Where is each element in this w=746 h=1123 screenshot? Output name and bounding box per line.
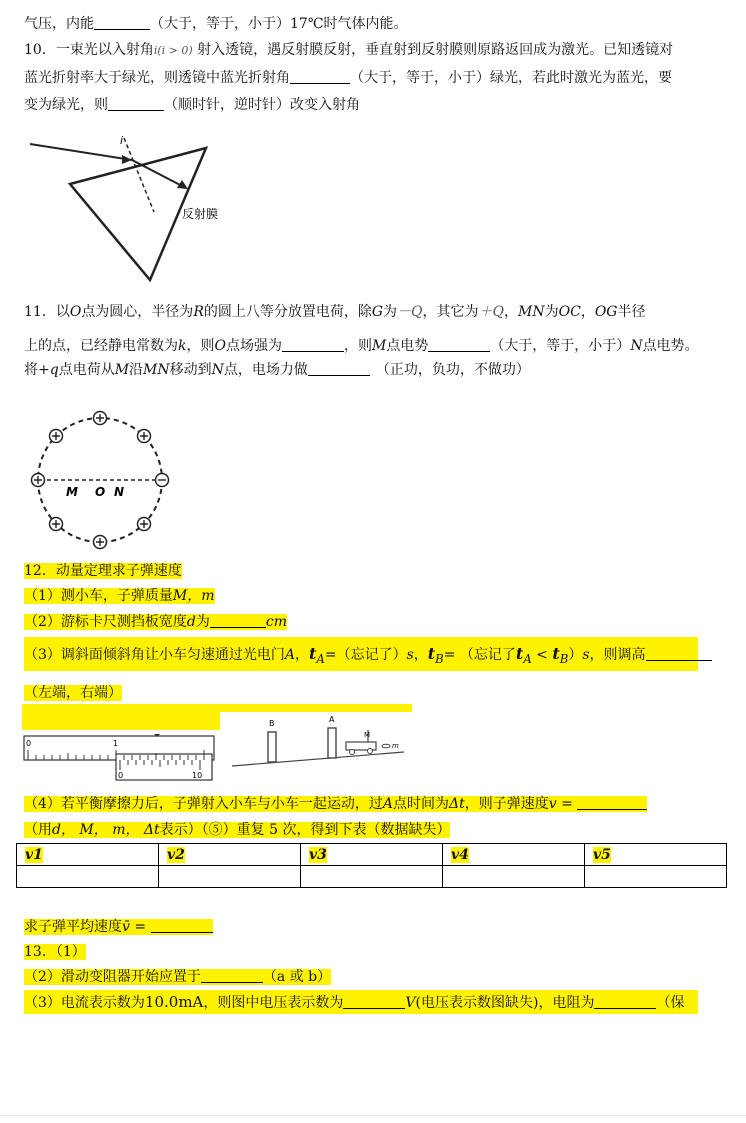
q12-title [24, 561, 182, 581]
symbol: ＋Q [478, 304, 505, 320]
q11-text: ， [504, 304, 519, 320]
symbol: N [211, 362, 224, 378]
symbol: A [284, 647, 296, 663]
q11-text: 上的点，已经静电常数为 [24, 338, 178, 354]
velocity-table [16, 843, 727, 888]
q12-text: =（忘记了） [324, 647, 407, 663]
table-header-cell [159, 844, 301, 866]
q12-text: （2）游标卡尺测挡板宽度 [24, 614, 187, 630]
q12-text: ， [295, 647, 310, 663]
q10-text: 蓝光折射率大于绿光，则透镜中蓝光折射角 [24, 70, 290, 86]
answer-blank[interactable] [646, 646, 712, 661]
table-header-cell [17, 844, 159, 866]
q10-text: 10．一束光以入射角 [24, 42, 154, 58]
answer-blank[interactable] [210, 613, 266, 628]
q11-text: 沿 [129, 362, 144, 378]
normal-line [124, 138, 154, 212]
symbol: O [69, 304, 82, 320]
q11-text: ， [580, 304, 595, 320]
q12-step-2 [24, 612, 287, 632]
symbol: t [515, 644, 524, 663]
symbol: O [214, 338, 226, 354]
symbol: R [193, 304, 204, 320]
answer-blank[interactable] [151, 918, 213, 933]
q12-text: ） [568, 647, 583, 663]
answer-blank[interactable] [282, 337, 344, 352]
q11-text: 点电荷从 [58, 362, 115, 378]
unit: cm [265, 614, 288, 630]
q11-text: （大于，等于，小于） [490, 338, 631, 354]
q11-text: （正功，负功，不做功） [375, 362, 530, 378]
charge-circle-figure [24, 408, 174, 554]
q12-text: （左端，右端） [24, 685, 122, 701]
current-value: 10.0mA [144, 993, 204, 1011]
gate-b [268, 732, 276, 762]
incline-surface [232, 752, 404, 766]
q13-line-3 [24, 992, 684, 1013]
q10-line-2 [24, 68, 672, 88]
q13-text: （a 或 b） [262, 969, 332, 985]
q12-average [24, 917, 213, 937]
q11-text: 的圆上八等分放置电荷，除 [203, 304, 372, 320]
scale-label: 1 [113, 739, 119, 748]
q11-text: 将 [24, 362, 38, 378]
q12-title-text: 12．动量定理求子弹速度 [24, 563, 182, 579]
prism-figure [24, 130, 224, 290]
table-cell[interactable] [443, 866, 585, 888]
q13-text: ，则图中电压表示数为 [203, 995, 344, 1011]
symbol: OC [558, 304, 581, 320]
point-n-label: N [114, 485, 125, 499]
symbol: v [548, 796, 557, 812]
gate-a-label: A [329, 715, 335, 724]
header-v1: v1 [25, 846, 43, 863]
arrow-icon [122, 155, 132, 164]
q11-line-2 [24, 336, 699, 356]
symbol: v̄ [122, 919, 130, 935]
q13-text: （2）滑动变阻器开始应置于 [24, 969, 201, 985]
header-v2: v2 [167, 846, 185, 863]
q9-text-a: 气压，内能 [24, 16, 94, 32]
q9-text-b: （大于，等于，小于）17℃时气体内能。 [150, 16, 408, 32]
q11-text: 为 [383, 304, 398, 320]
unit: s [582, 647, 590, 663]
angle-symbol: i(i > 0) [153, 44, 193, 57]
symbol: t [309, 644, 317, 663]
table-header-cell [585, 844, 727, 866]
symbol: Δt [449, 796, 465, 812]
scale-label: 10 [192, 771, 203, 780]
symbol: t [552, 644, 560, 663]
q12-step-3 [24, 644, 712, 669]
table-row [17, 866, 727, 888]
q12-text: 求子弹平均速度 [24, 919, 122, 935]
scale-label: 0 [26, 739, 32, 748]
q10-text: （顺时针，逆时针）改变入射角 [164, 97, 360, 113]
q11-text: 点，电场力做 [223, 362, 308, 378]
refracted-ray [132, 160, 186, 188]
q11-text: 点为圆心，半径为 [81, 304, 194, 320]
answer-blank[interactable] [94, 15, 150, 30]
q10-text: 变为绿光，则 [24, 97, 108, 113]
vernier-caliper-figure [22, 730, 218, 786]
symbol: = [556, 796, 578, 812]
symbol: G [371, 304, 384, 320]
highlight-strip [22, 704, 412, 712]
header-v5: v5 [593, 846, 611, 863]
scale-label: 0 [118, 771, 124, 780]
symbol: OG [594, 304, 618, 320]
q13-text: 13．（1） [24, 944, 86, 960]
q12-text: （4）若平衡摩擦力后，子弹射入小车与小车一起运动，过 [24, 796, 383, 812]
q12-step-4 [24, 794, 647, 814]
incline-setup-figure [224, 712, 412, 784]
bullet-icon [382, 744, 390, 748]
q13-line-2 [24, 967, 331, 987]
unit: s [406, 647, 414, 663]
q12-text: ，则调高 [589, 647, 646, 663]
q12-text: = （忘记了 [443, 647, 516, 663]
gate-a [328, 728, 336, 758]
subscript: B [559, 651, 569, 666]
q10-text: 射入透镜，遇反射膜反射，垂直射到反射膜则原路返回成为激光。已知透镜对 [192, 42, 674, 58]
q11-text: 点电势 [386, 338, 429, 354]
wheel-icon [368, 749, 373, 754]
symbol: －Q [397, 304, 423, 320]
wheel-icon [350, 750, 355, 755]
q12-text: 表示）（⑤）重复 5 次，得到下表（数据缺失） [159, 822, 451, 838]
table-cell[interactable] [159, 866, 301, 888]
q11-text: 11．以 [24, 304, 70, 320]
table-cell[interactable] [301, 866, 443, 888]
symbol: M [114, 362, 130, 378]
point-m-label: M [66, 485, 78, 499]
q11-text: 移动到 [169, 362, 212, 378]
table-cell[interactable] [17, 866, 159, 888]
bullet-label: m [392, 742, 399, 750]
gate-b-label: B [269, 719, 275, 728]
symbol: = [129, 919, 151, 935]
q12-text: （1）测小车，子弹质量 [24, 588, 173, 604]
q11-text: 点电势。 [642, 338, 699, 354]
q11-text: 为 [544, 304, 559, 320]
symbol: k [178, 338, 187, 354]
q13-text: （保 [656, 995, 685, 1011]
answer-blank[interactable] [343, 994, 405, 1009]
incident-ray [30, 144, 132, 160]
symbol: +q [38, 362, 59, 378]
answer-blank[interactable] [577, 795, 647, 810]
symbol: M，m [172, 588, 215, 604]
q11-line-3 [24, 360, 530, 380]
q12-step-4b [24, 820, 450, 840]
q12-text: ，则子弹速度 [464, 796, 549, 812]
symbol: d， M， m， Δt [52, 822, 160, 838]
q12-text: ， [413, 647, 428, 663]
q13-line-1 [24, 942, 86, 962]
table-row [17, 844, 727, 866]
symbol: t [427, 644, 436, 663]
q9-line [24, 14, 407, 34]
header-v4: v4 [451, 846, 469, 863]
q11-text: 点场强为 [225, 338, 282, 354]
q12-step-3-options [24, 683, 122, 703]
point-o-label: O [95, 485, 106, 499]
symbol: M [371, 338, 387, 354]
symbol: MN [143, 362, 170, 378]
subscript: A [316, 651, 325, 666]
q12-text: （用 [24, 822, 52, 838]
header-v3: v3 [309, 846, 327, 863]
symbol: N [630, 338, 643, 354]
answer-blank[interactable] [428, 337, 490, 352]
q10-line-3 [24, 95, 360, 115]
table-header-cell [443, 844, 585, 866]
q10-line-1 [24, 40, 673, 61]
table-header-cell [301, 844, 443, 866]
subscript: B [435, 651, 444, 666]
q11-text: ，则 [343, 338, 372, 354]
answer-blank[interactable] [108, 96, 164, 111]
answer-blank[interactable] [308, 361, 370, 376]
q11-line-1 [24, 302, 645, 322]
q11-text: ，则 [186, 338, 215, 354]
page-bottom-rule [0, 1115, 746, 1116]
q12-step-1 [24, 586, 215, 606]
q12-text: （3）调斜面倾斜角让小车匀速通过光电门 [24, 647, 285, 663]
cart-mass-label: M [364, 731, 371, 739]
symbol: < [531, 647, 553, 663]
q10-text: （大于，等于，小于）绿光，若此时激光为蓝光，要 [350, 70, 672, 86]
highlight-strip [22, 712, 220, 730]
q11-text: ，其它为 [422, 304, 479, 320]
symbol: d [186, 614, 196, 630]
q12-text: 点时间为 [393, 796, 450, 812]
symbol: A [382, 796, 394, 812]
q12-text: 为 [195, 614, 210, 630]
q13-text: （3）电流表示数为 [24, 995, 145, 1011]
q11-text: 半径 [617, 304, 646, 320]
angle-label: i [120, 134, 124, 147]
subscript: A [523, 651, 532, 666]
film-label: 反射膜 [182, 207, 219, 221]
answer-blank[interactable] [201, 968, 263, 983]
table-cell[interactable] [585, 866, 727, 888]
unit: V [405, 995, 416, 1011]
answer-blank[interactable] [594, 994, 656, 1009]
q13-text: (电压表示数图缺失)，电阻为 [415, 995, 595, 1011]
answer-blank[interactable] [290, 69, 350, 84]
symbol: MN [518, 304, 545, 320]
